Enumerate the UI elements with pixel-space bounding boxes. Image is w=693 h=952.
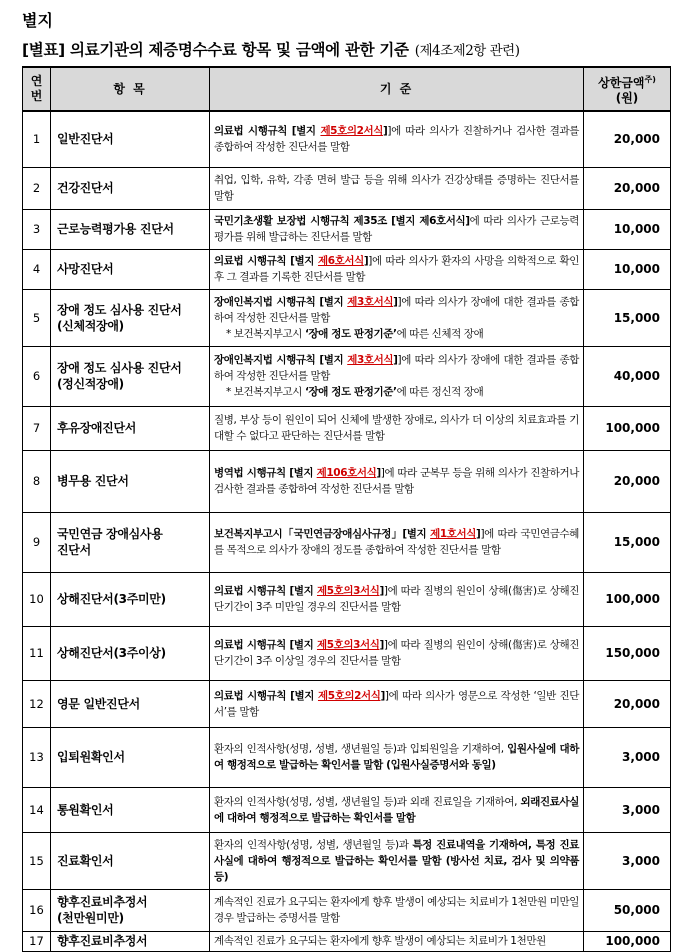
header-criteria-label: 기 준 bbox=[379, 81, 414, 96]
row-item: 통원확인서 bbox=[51, 787, 210, 832]
form-link[interactable]: 제5호의2서식 bbox=[317, 689, 381, 702]
item-line-1: 국민연금 장애심사용 bbox=[57, 527, 163, 541]
row-amount: 3,000 bbox=[584, 787, 671, 832]
law-ref: 보건복지부고시「국민연금장애심사규정」[별지 bbox=[214, 528, 431, 540]
item-line-2: (신체적장애) bbox=[57, 318, 124, 333]
law-ref: 의료법 시행규칙 [별지 bbox=[214, 125, 321, 138]
criteria-text: ]에 따라 군복무 등을 위해 의사가 진찰하거나 검사한 결과를 종합하여 작성한 진단서를 말함 bbox=[214, 467, 579, 495]
criteria-bold-text: 외래진료사실에 대하여 행정적으로 발급하는 확인서를 말함 bbox=[214, 795, 579, 824]
header-amount bbox=[584, 67, 671, 111]
row-number: 16 bbox=[23, 889, 51, 931]
item-line-1: 장애 정도 심사용 진단서 bbox=[57, 361, 182, 375]
row-amount: 15,000 bbox=[584, 289, 671, 346]
table-row bbox=[23, 512, 671, 572]
row-criteria bbox=[210, 209, 584, 249]
table-row bbox=[23, 626, 671, 680]
row-item: 건강진단서 bbox=[51, 167, 210, 209]
criteria-bold-text: 입원사실에 대하여 행정적으로 발급하는 확인서를 말함 (입원사실증명서와 동일) bbox=[214, 743, 579, 771]
row-number: 15 bbox=[23, 832, 51, 889]
row-criteria: 병역법 시행규칙 [별지 제106호서식]]에 따라 군복무 등을 위해 의사가 진찰하거나 검사한 결과를 종합하여 작성한 진단서를 말함 bbox=[210, 450, 584, 512]
law-ref: 장애인복지법 시행규칙 [별지 bbox=[214, 295, 348, 308]
table-row bbox=[23, 406, 671, 450]
row-item: 영문 일반진단서 bbox=[51, 680, 210, 727]
criteria-note: * 보건복지부고시 ‘장애 정도 판정기준’에 따른 정신적 장애 bbox=[226, 386, 484, 398]
row-criteria bbox=[210, 787, 584, 832]
header-criteria bbox=[210, 67, 584, 111]
row-number: 7 bbox=[23, 406, 51, 450]
law-ref: 장애인복지법 시행규칙 [별지 bbox=[214, 354, 348, 366]
table-row bbox=[23, 727, 671, 787]
fee-table bbox=[22, 66, 671, 952]
row-criteria: 장애인복지법 시행규칙 [별지 제3호서식]]에 따라 의사가 장애에 대한 결과를 종합하여 작성한 진단서를 말함 * 보건복지부고시 ‘장애 정도 판정기준’에 따른 신체적 장애 bbox=[210, 289, 584, 346]
row-amount: 20,000 bbox=[584, 167, 671, 209]
law-ref: 의료법 시행규칙 [별지 bbox=[214, 639, 317, 651]
row-item: 근로능력평가용 진단서 bbox=[51, 209, 210, 249]
row-amount: 15,000 bbox=[584, 512, 671, 572]
table-title-main: [별표] 의료기관의 제증명수수료 항목 및 금액에 관한 기준 bbox=[22, 41, 409, 59]
criteria-text: 환자의 인적사항(성명, 성별, 생년월일 등)과 bbox=[214, 838, 413, 851]
table-row bbox=[23, 167, 671, 209]
row-criteria bbox=[210, 727, 584, 787]
row-amount: 3,000 bbox=[584, 727, 671, 787]
item-line-2: (정신적장애) bbox=[57, 377, 124, 391]
criteria-text: 에 따라 의사가 근로능력 평가를 위해 발급하는 진단서를 말함 bbox=[214, 215, 579, 243]
page-heading: 별지 bbox=[22, 11, 53, 30]
row-criteria: 취업, 입학, 유학, 각종 면허 발급 등을 위해 의사가 건강상태를 증명하는 진단서를 말함 bbox=[210, 167, 584, 209]
row-item: 사망진단서 bbox=[51, 249, 210, 289]
criteria-text: ]에 따라 의사가 진찰하거나 검사한 결과를 종합하여 작성한 진단서를 말함 bbox=[214, 125, 580, 154]
item-line-1: 향후진료비추정서 bbox=[57, 895, 148, 909]
form-link[interactable]: 제5호의3서식 bbox=[316, 585, 380, 597]
table-row bbox=[23, 346, 671, 406]
table-title-note: (제4조제2항 관련) bbox=[414, 43, 520, 59]
header-item bbox=[51, 67, 210, 111]
table-body bbox=[23, 111, 671, 951]
row-criteria: 의료법 시행규칙 [별지 제6호서식]]에 따라 의사가 환자의 사망을 의학적으로 확인 후 그 결과를 기록한 진단서를 말함 bbox=[210, 249, 584, 289]
row-amount: 20,000 bbox=[584, 450, 671, 512]
criteria-text: ]에 따라 국민연금수혜를 목적으로 의사가 장애의 정도를 종합하여 작성한 진단서를 말함 bbox=[214, 528, 579, 556]
row-number: 3 bbox=[23, 209, 51, 249]
row-number: 2 bbox=[23, 167, 51, 209]
row-number: 9 bbox=[23, 512, 51, 572]
row-item: 향후진료비추정서 bbox=[51, 931, 210, 951]
criteria-text: ]에 따라 의사가 환자의 사망을 의학적으로 확인 후 그 결과를 기록한 진단서를 말함 bbox=[214, 255, 579, 283]
row-criteria: 의료법 시행규칙 [별지 제5호의3서식]]에 따라 질병의 원인이 상해(傷害)로 상해진단기간이 3주 이상일 경우의 진단서를 말함 bbox=[210, 626, 584, 680]
row-amount: 40,000 bbox=[584, 346, 671, 406]
row-amount: 10,000 bbox=[584, 209, 671, 249]
row-item: 상해진단서(3주이상) bbox=[51, 626, 210, 680]
form-link[interactable]: 제3호서식 bbox=[347, 295, 394, 308]
row-item: 상해진단서(3주미만) bbox=[51, 572, 210, 626]
item-line-2: 진단서 bbox=[57, 543, 91, 557]
header-amount-sup: 주) bbox=[644, 75, 656, 84]
header-amount-unit: (원) bbox=[615, 91, 639, 105]
row-amount: 20,000 bbox=[584, 680, 671, 727]
table-row bbox=[23, 680, 671, 727]
header-amount-label: 상한금액 bbox=[598, 76, 645, 90]
row-number: 1 bbox=[23, 111, 51, 167]
row-item bbox=[51, 289, 210, 346]
form-link[interactable]: 제5호의3서식 bbox=[316, 639, 380, 651]
row-item bbox=[51, 512, 210, 572]
table-row bbox=[23, 450, 671, 512]
criteria-text: ]에 따라 질병의 원인이 상해(傷害)로 상해진단기간이 3주 미만일 경우의 진단서를 말함 bbox=[214, 585, 579, 613]
row-number: 11 bbox=[23, 626, 51, 680]
item-line-2: (천만원미만) bbox=[57, 911, 124, 925]
criteria-text: 환자의 인적사항(성명, 성별, 생년월일 등)과 입퇴원일을 기재하여, bbox=[214, 743, 508, 755]
table-row bbox=[23, 572, 671, 626]
row-item: 병무용 진단서 bbox=[51, 450, 210, 512]
table-row bbox=[23, 787, 671, 832]
row-number: 10 bbox=[23, 572, 51, 626]
criteria-text: ]에 따라 질병의 원인이 상해(傷害)로 상해진단기간이 3주 이상일 경우의 진단서를 말함 bbox=[214, 639, 579, 667]
table-row bbox=[23, 889, 671, 931]
form-link[interactable]: 제5호의2서식 bbox=[320, 125, 383, 138]
table-row bbox=[23, 931, 671, 951]
row-amount: 100,000 bbox=[584, 572, 671, 626]
row-amount: 20,000 bbox=[584, 111, 671, 167]
row-item: 후유장애진단서 bbox=[51, 406, 210, 450]
row-criteria: 의료법 시행규칙 [별지 제5호의2서식]]에 따라 의사가 영문으로 작성한 ‘일반 진단서’를 말함 bbox=[210, 680, 584, 727]
criteria-bold-text: 특정 진료내역을 기재하여, 특정 진료사실에 대하여 행정적으로 발급하는 확인서를 말함 (방사선 치료, 검사 및 의약품 등) bbox=[214, 838, 579, 883]
form-link[interactable]: 제106호서식 bbox=[316, 467, 377, 479]
row-criteria: 보건복지부고시「국민연금장애심사규정」[별지 제1호서식]]에 따라 국민연금수혜를 목적으로 의사가 장애의 정도를 종합하여 작성한 진단서를 말함 bbox=[210, 512, 584, 572]
row-number: 4 bbox=[23, 249, 51, 289]
row-number: 5 bbox=[23, 289, 51, 346]
row-criteria: 질병, 부상 등이 원인이 되어 신체에 발생한 장애로, 의사가 더 이상의 치료효과를 기대할 수 없다고 판단하는 진단서를 말함 bbox=[210, 406, 584, 450]
row-amount: 100,000 bbox=[584, 406, 671, 450]
criteria-text: ]에 따라 의사가 장애에 대한 결과를 종합하여 작성한 진단서를 말함 bbox=[214, 295, 579, 324]
law-ref: 병역법 시행규칙 [별지 bbox=[214, 467, 317, 479]
law-ref: 국민기초생활 보장법 시행규칙 제35조 [별지 제6호서식] bbox=[214, 215, 470, 227]
row-item: 일반진단서 bbox=[51, 111, 210, 167]
law-ref: 의료법 시행규칙 [별지 bbox=[214, 689, 318, 702]
table-row bbox=[23, 289, 671, 346]
criteria-text: 환자의 인적사항(성명, 성별, 생년월일 등)과 외래 진료일을 기재하여, bbox=[214, 795, 521, 808]
row-amount: 150,000 bbox=[584, 626, 671, 680]
row-number: 6 bbox=[23, 346, 51, 406]
row-amount: 3,000 bbox=[584, 832, 671, 889]
law-ref: 의료법 시행규칙 [별지 bbox=[214, 585, 317, 597]
header-item-label: 항 목 bbox=[113, 81, 147, 96]
item-line-1: 장애 정도 심사용 진단서 bbox=[57, 302, 182, 317]
row-item: 진료확인서 bbox=[51, 832, 210, 889]
row-amount: 10,000 bbox=[584, 249, 671, 289]
criteria-text: ]에 따라 의사가 장애에 대한 결과를 종합하여 작성한 진단서를 말함 bbox=[214, 354, 579, 382]
row-criteria: 의료법 시행규칙 [별지 제5호의2서식]]에 따라 의사가 진찰하거나 검사한 결과를 종합하여 작성한 진단서를 말함 bbox=[210, 111, 584, 167]
table-row bbox=[23, 209, 671, 249]
row-amount: 100,000 bbox=[584, 931, 671, 951]
criteria-note: * 보건복지부고시 ‘장애 정도 판정기준’에 따른 신체적 장애 bbox=[226, 327, 484, 340]
row-number: 14 bbox=[23, 787, 51, 832]
row-criteria: 계속적인 진료가 요구되는 환자에게 향후 발생이 예상되는 치료비가 1천만원 미만일 경우 발급하는 증명서를 말함 bbox=[210, 889, 584, 931]
row-criteria: 의료법 시행규칙 [별지 제5호의3서식]]에 따라 질병의 원인이 상해(傷害)로 상해진단기간이 3주 미만일 경우의 진단서를 말함 bbox=[210, 572, 584, 626]
table-row bbox=[23, 111, 671, 167]
row-number: 8 bbox=[23, 450, 51, 512]
row-criteria: 장애인복지법 시행규칙 [별지 제3호서식]]에 따라 의사가 장애에 대한 결과를 종합하여 작성한 진단서를 말함 * 보건복지부고시 ‘장애 정도 판정기준’에 따른 정신적 장애 bbox=[210, 346, 584, 406]
row-number: 12 bbox=[23, 680, 51, 727]
row-criteria bbox=[210, 832, 584, 889]
table-title bbox=[22, 38, 519, 60]
law-ref: 의료법 시행규칙 [별지 bbox=[214, 255, 318, 267]
row-criteria: 계속적인 진료가 요구되는 환자에게 향후 발생이 예상되는 치료비가 1천만원 bbox=[210, 931, 584, 951]
row-number: 13 bbox=[23, 727, 51, 787]
table-row bbox=[23, 249, 671, 289]
row-item bbox=[51, 346, 210, 406]
form-link[interactable]: 제3호서식 bbox=[347, 354, 394, 366]
header-row bbox=[23, 67, 671, 111]
row-number: 17 bbox=[23, 931, 51, 951]
header-no: 연번 bbox=[23, 67, 51, 111]
table-row bbox=[23, 832, 671, 889]
row-amount: 50,000 bbox=[584, 889, 671, 931]
form-link[interactable]: 제6호서식 bbox=[317, 255, 364, 267]
criteria-text: ]에 따라 의사가 영문으로 작성한 ‘일반 진단서’를 말함 bbox=[214, 689, 580, 718]
form-link[interactable]: 제1호서식 bbox=[430, 528, 477, 540]
row-item: 입퇴원확인서 bbox=[51, 727, 210, 787]
row-item bbox=[51, 889, 210, 931]
